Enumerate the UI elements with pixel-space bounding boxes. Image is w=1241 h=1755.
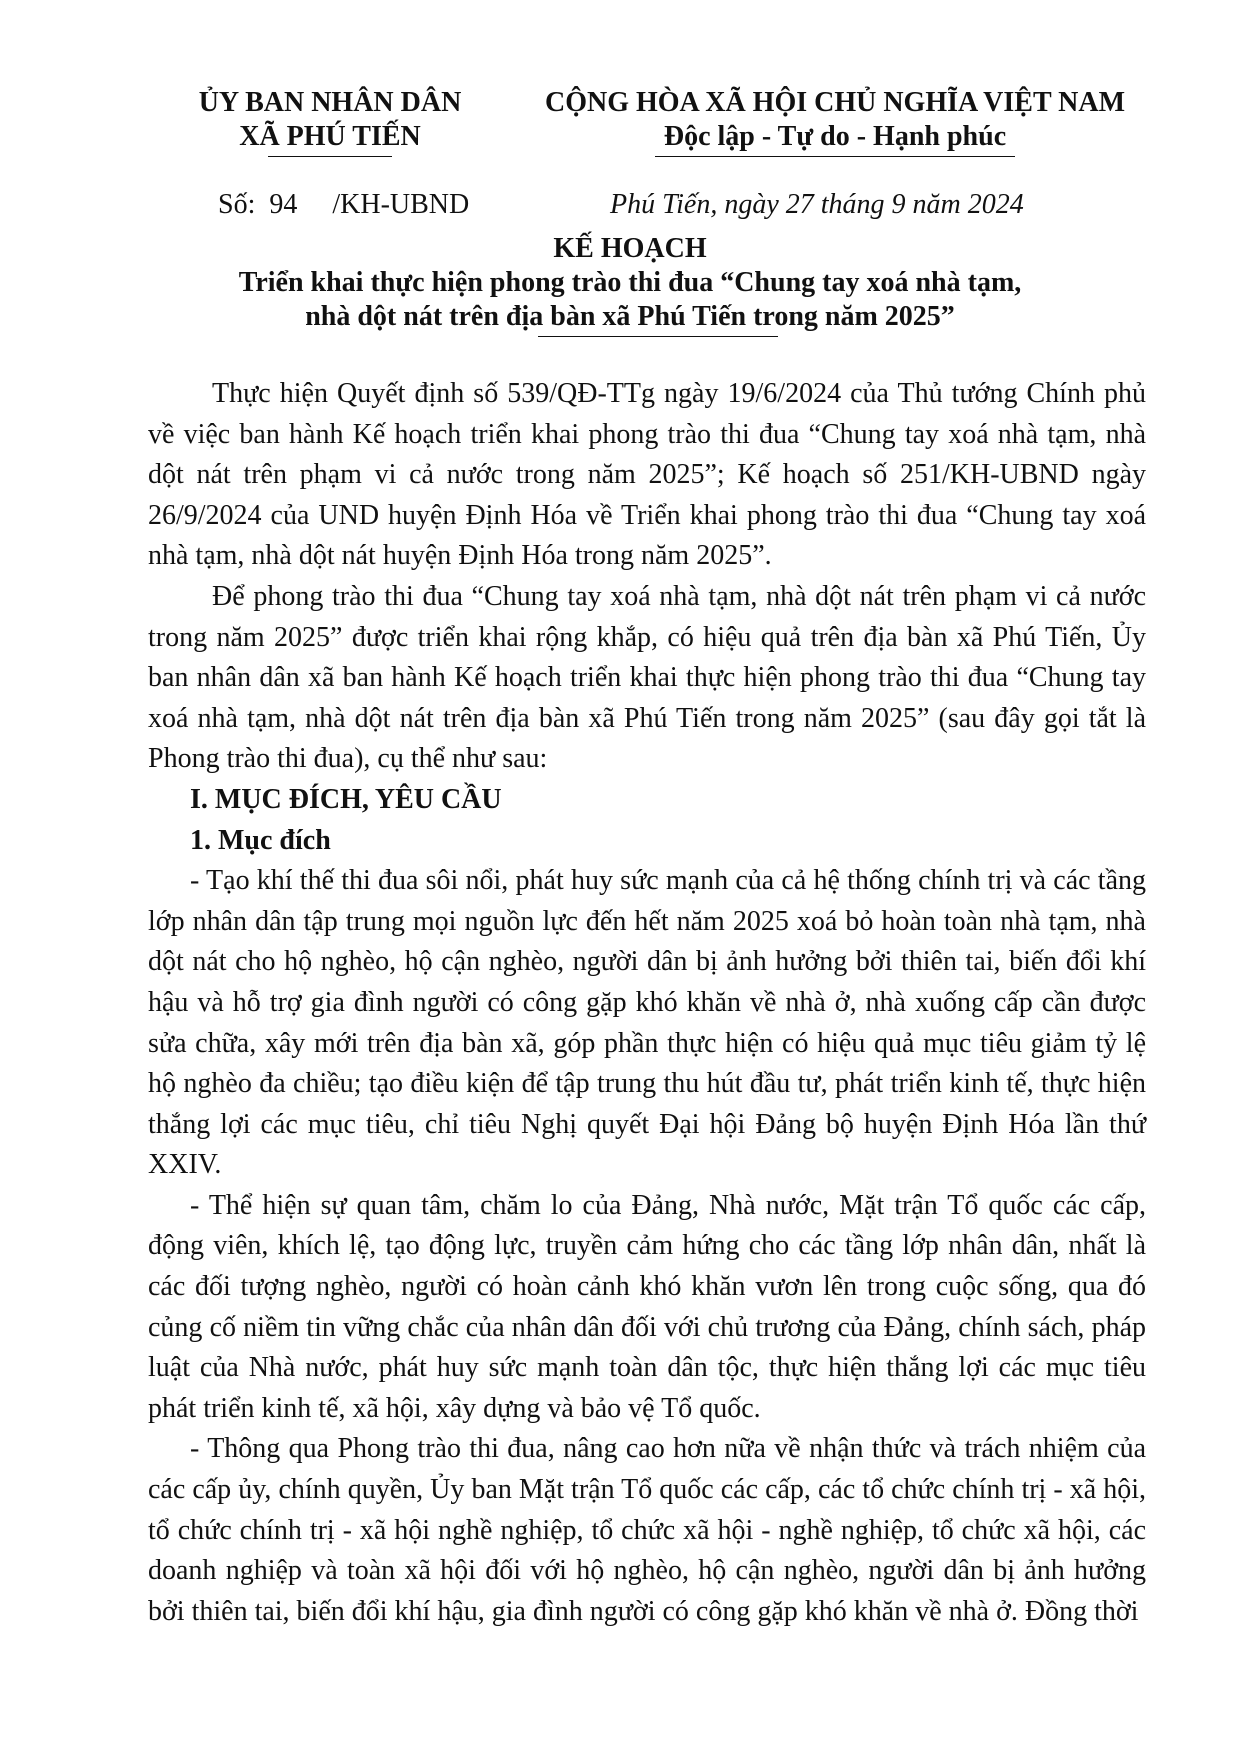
title-sub-line-2: nhà dột nát trên địa bàn xã Phú Tiến trong năm 2025” [305, 301, 955, 332]
subsection-heading: 1. Mục đích [190, 824, 331, 856]
issuing-agency [170, 86, 490, 157]
nation-line-1: CỘNG HÒA XÃ HỘI CHỦ NGHĨA VIỆT NAM [544, 87, 1126, 118]
agency-underline [268, 156, 392, 157]
title-main: KẾ HOẠCH [553, 233, 707, 264]
title-sub-line-1: Triển khai thực hiện phong trào thi đua “Chung tay xoá nhà tạm, [238, 267, 1022, 298]
purpose-item-3: - Thông qua Phong trào thi đua, nâng cao hơn nữa về nhận thức và trách nhiệm của các cấp ủy, chính quyền, Ủy ban Mặt trận Tổ quốc các cấp, các tổ chức chính trị - xã hội, tổ chức chính trị - xã hội nghề nghiệp, tổ chức xã hội - nghề nghiệp, tổ chức xã hội, các doanh nghiệp và toàn xã hội đối với hộ nghèo, hộ cận nghèo, người dân bị ảnh hưởng bởi thiên tai, biến đổi khí hậu, gia đình người có công gặp khó khăn về nhà ở. Đồng thời [148, 1433, 1146, 1627]
document-number: Số: 94 /KH-UBND [218, 189, 470, 220]
paragraph-intro: Để phong trào thi đua “Chung tay xoá nhà tạm, nhà dột nát trên phạm vi cả nước trong năm 2025” được triển khai rộng khắp, có hiệu quả trên địa bàn xã Phú Tiến, Ủy ban nhân dân xã ban hành Kế hoạch triển khai thực hiện phong trào thi đua “Chung tay xoá nhà tạm, nhà dột nát trên địa bàn xã Phú Tiến trong năm 2025” (sau đây gọi tắt là Phong trào thi đua), cụ thể như sau: [148, 580, 1146, 775]
document-body [148, 374, 1146, 1632]
motto-underline [655, 156, 1015, 157]
document-title [140, 232, 1120, 337]
purpose-item-2: - Thể hiện sự quan tâm, chăm lo của Đảng, Nhà nước, Mặt trận Tổ quốc các cấp, động viên, khích lệ, tạo động lực, truyền cảm hứng cho các tầng lớp nhân dân, nhất là các đối tượng nghèo, người có hoàn cảnh khó khăn vươn lên trong cuộc sống, qua đó củng cố niềm tin vững chắc của nhân dân đối với chủ trương của Đảng, chính sách, pháp luật của Nhà nước, phát huy sức mạnh toàn dân tộc, thực hiện thắng lợi các mục tiêu phát triển kinh tế, xã hội, xây dựng và bảo vệ Tổ quốc. [148, 1189, 1146, 1424]
title-underline [538, 336, 778, 337]
nation-line-2: Độc lập - Tự do - Hạnh phúc [663, 121, 1007, 152]
document-date: Phú Tiến, ngày 27 tháng 9 năm 2024 [610, 189, 1024, 220]
section-heading: I. MỤC ĐÍCH, YÊU CẦU [190, 783, 502, 815]
paragraph-basis: Thực hiện Quyết định số 539/QĐ-TTg ngày 19/6/2024 của Thủ tướng Chính phủ về việc ban hành Kế hoạch triển khai phong trào thi đua “Chung tay xoá nhà tạm, nhà dột nát trên phạm vi cả nước trong năm 2025”; Kế hoạch số 251/KH-UBND ngày 26/9/2024 của UND huyện Định Hóa về Triển khai phong trào thi đua “Chung tay xoá nhà tạm, nhà dột nát huyện Định Hóa trong năm 2025”. [148, 378, 1146, 572]
purpose-item-1: - Tạo khí thế thi đua sôi nổi, phát huy sức mạnh của cả hệ thống chính trị và các tầng lớp nhân dân tập trung mọi nguồn lực đến hết năm 2025 xoá bỏ hoàn toàn nhà tạm, nhà dột nát cho hộ nghèo, hộ cận nghèo, người dân bị ảnh hưởng bởi thiên tai, biến đổi khí hậu và hỗ trợ gia đình người có công gặp khó khăn về nhà ở, nhà xuống cấp cần được sửa chữa, xây mới trên địa bàn xã, góp phần thực hiện có hiệu quả mục tiêu giảm tỷ lệ hộ nghèo đa chiều; tạo điều kiện để tập trung thu hút đầu tư, phát triển kinh tế, thực hiện thắng lợi các mục tiêu, chỉ tiêu Nghị quyết Đại hội Đảng bộ huyện Định Hóa lần thứ XXIV. [148, 865, 1146, 1181]
agency-line-1: ỦY BAN NHÂN DÂN [198, 87, 462, 118]
national-motto [520, 86, 1150, 157]
agency-line-2: XÃ PHÚ TIẾN [239, 121, 421, 152]
